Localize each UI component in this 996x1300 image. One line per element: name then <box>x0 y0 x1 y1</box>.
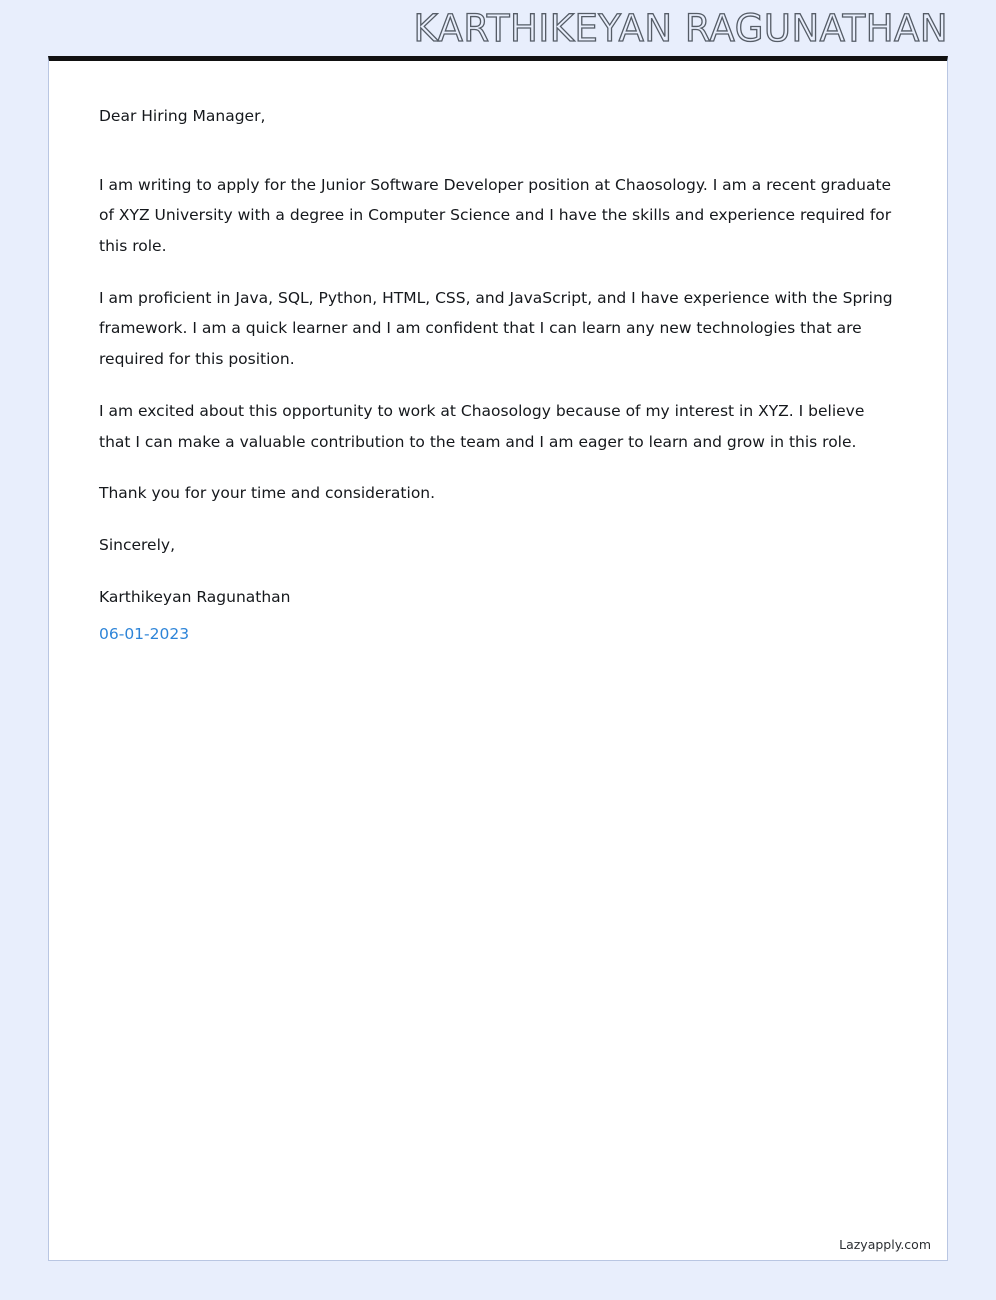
letter-thanks: Thank you for your time and consideration. <box>99 484 436 503</box>
page-title: KARTHIKEYAN RAGUNATHAN <box>413 6 948 50</box>
letter-signer-name: Karthikeyan Ragunathan <box>99 587 291 606</box>
letter-paragraph-2: I am proficient in Java, SQL, Python, HTML, CSS, and JavaScript, and I have experience with the Spring framework. I am a quick learner and I am confident that I can learn any new technologies that are required for this position. <box>99 288 893 369</box>
letter-sign-off: Sincerely, <box>99 535 176 554</box>
document-header <box>0 0 996 56</box>
letter-sheet <box>48 56 948 1261</box>
footer-brand-label: Lazyapply.com <box>839 1237 931 1252</box>
letter-paragraph-1: I am writing to apply for the Junior Software Developer position at Chaosology. I am a recent graduate of XYZ University with a degree in Computer Science and I have the skills and experience required for this role. <box>99 175 892 256</box>
cover-letter-body <box>49 61 947 650</box>
letter-paragraph-3: I am excited about this opportunity to work at Chaosology because of my interest in XYZ. I believe that I can make a valuable contribution to the team and I am eager to learn and grow in this role. <box>99 401 865 451</box>
letter-date: 06-01-2023 <box>99 625 190 644</box>
letter-salutation: Dear Hiring Manager, <box>99 107 266 125</box>
